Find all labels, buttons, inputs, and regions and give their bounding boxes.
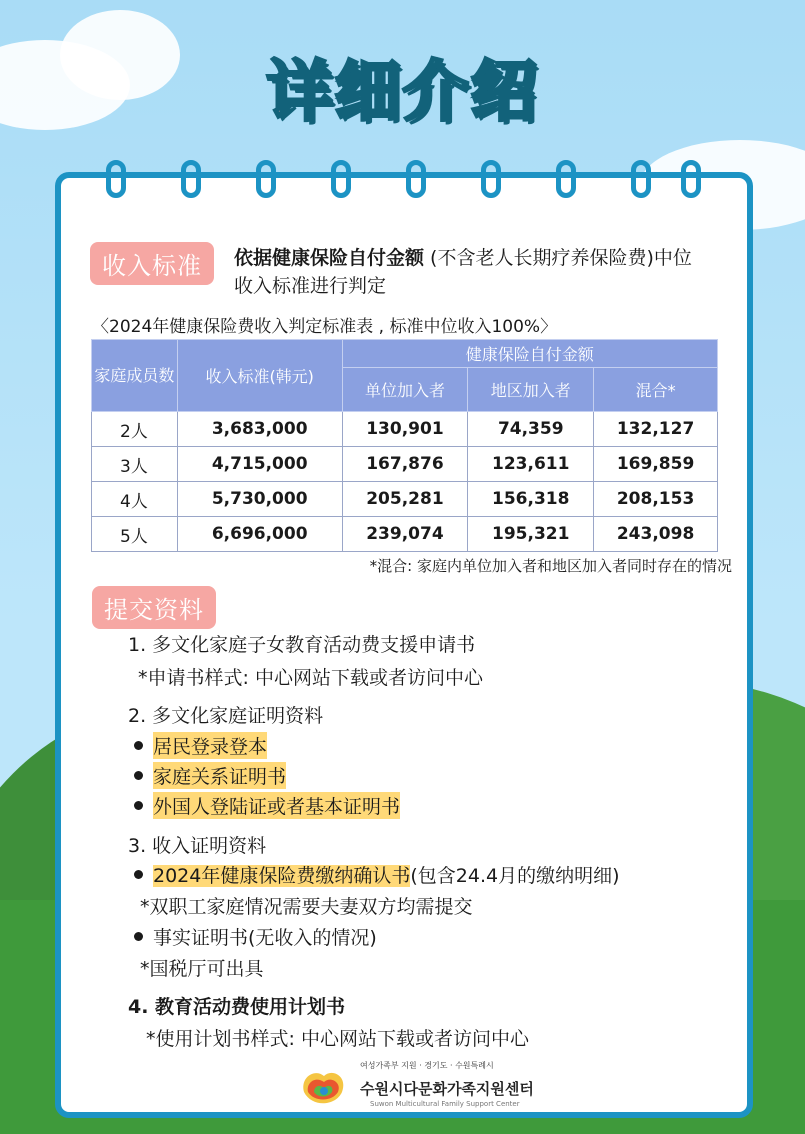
binder-ring — [481, 160, 501, 198]
family-logo-icon — [298, 1062, 350, 1110]
cell-workplace: 239,074 — [342, 517, 468, 552]
doc-item-3-note-1: *双职工家庭情况需要夫妻双方均需提交 — [140, 896, 473, 918]
title-part2: 介绍 — [402, 53, 539, 130]
table-row — [92, 412, 718, 447]
doc-item-1-note: *申请书样式: 中心网站下载或者访问中心 — [138, 667, 483, 689]
header-insurance: 健康保险自付金额 — [342, 340, 717, 368]
page-title — [0, 38, 805, 133]
cell-workplace: 167,876 — [342, 447, 468, 482]
binder-ring — [681, 160, 701, 198]
cell-members: 4人 — [92, 482, 178, 517]
header-income: 收入标准(韩元) — [177, 340, 342, 412]
doc-item-3-bullet-1 — [153, 861, 620, 888]
cell-mixed: 169,859 — [594, 447, 718, 482]
table-row — [92, 482, 718, 517]
cell-regional: 195,321 — [468, 517, 594, 552]
cell-mixed: 208,153 — [594, 482, 718, 517]
income-standard-description — [234, 244, 759, 300]
doc-item-1: 1. 多文化家庭子女教育活动费支援申请书 — [128, 634, 476, 656]
documents-tag: 提交资料 — [92, 586, 216, 629]
cell-income: 6,696,000 — [177, 517, 342, 552]
header-members: 家庭成员数 — [92, 340, 178, 412]
doc-item-3-bullet-1-rest: (包含24.4月的缴纳明细) — [410, 865, 620, 887]
description-line2: 收入标准进行判定 — [234, 275, 387, 297]
cell-regional: 123,611 — [468, 447, 594, 482]
binder-ring — [331, 160, 351, 198]
doc-item-3: 3. 收入证明资料 — [128, 835, 267, 857]
subheader-workplace: 单位加入者 — [342, 368, 468, 412]
table-caption: 〈2024年健康保险费收入判定标准表 , 标准中位收入100%〉 — [92, 317, 558, 337]
subheader-regional: 地区加入者 — [468, 368, 594, 412]
binder-ring — [106, 160, 126, 198]
doc-item-3-bullet-2: 事实证明书(无收入的情况) — [153, 927, 377, 949]
binder-ring — [181, 160, 201, 198]
cell-members: 5人 — [92, 517, 178, 552]
title-part1: 详细 — [266, 53, 403, 130]
doc-item-2: 2. 多文化家庭证明资料 — [128, 705, 324, 727]
logo-subtitle: Suwon Multicultural Family Support Center — [370, 1100, 520, 1108]
cell-regional: 156,318 — [468, 482, 594, 517]
cell-workplace: 205,281 — [342, 482, 468, 517]
cell-income: 5,730,000 — [177, 482, 342, 517]
binder-ring — [631, 160, 651, 198]
bullet-dot — [134, 870, 143, 879]
doc-item-2-bullet-3: 外国人登陆证或者基本证明书 — [153, 792, 400, 819]
cell-income: 4,715,000 — [177, 447, 342, 482]
description-bold: 依据健康保险自付金额 — [234, 247, 425, 269]
binder-ring — [406, 160, 426, 198]
income-standard-table — [91, 339, 718, 552]
center-logo — [298, 1058, 558, 1114]
cell-regional: 74,359 — [468, 412, 594, 447]
table-note: *混合: 家庭内单位加入者和地区加入者同时存在的情况 — [369, 557, 732, 575]
doc-item-4: 4. 教育活动费使用计划书 — [128, 996, 346, 1018]
cell-income: 3,683,000 — [177, 412, 342, 447]
description-rest: (不含老人长期疗养保险费)中位 — [424, 247, 692, 269]
cell-mixed: 132,127 — [594, 412, 718, 447]
doc-item-4-note: *使用计划书样式: 中心网站下载或者访问中心 — [146, 1028, 529, 1050]
subheader-mixed: 混合* — [594, 368, 718, 412]
doc-item-3-note-2: *国税厅可出具 — [140, 958, 264, 980]
bullet-dot — [134, 741, 143, 750]
bullet-dot — [134, 932, 143, 941]
cell-members: 2人 — [92, 412, 178, 447]
logo-name: 수원시다문화가족지원센터 — [360, 1080, 534, 1098]
income-standard-tag: 收入标准 — [90, 242, 214, 285]
table-row — [92, 447, 718, 482]
doc-item-2-bullet-2: 家庭关系证明书 — [153, 762, 286, 789]
bullet-dot — [134, 771, 143, 780]
doc-item-2-bullet-1: 居民登录登本 — [153, 732, 267, 759]
logo-sponsors: 여성가족부 지원 · 경기도 · 수원특례시 — [360, 1061, 494, 1070]
binder-ring — [256, 160, 276, 198]
doc-item-3-bullet-1-highlight: 2024年健康保险费缴纳确认书 — [153, 865, 411, 887]
bullet-dot — [134, 801, 143, 810]
cell-workplace: 130,901 — [342, 412, 468, 447]
binder-ring — [556, 160, 576, 198]
cell-mixed: 243,098 — [594, 517, 718, 552]
table-row — [92, 517, 718, 552]
cell-members: 3人 — [92, 447, 178, 482]
